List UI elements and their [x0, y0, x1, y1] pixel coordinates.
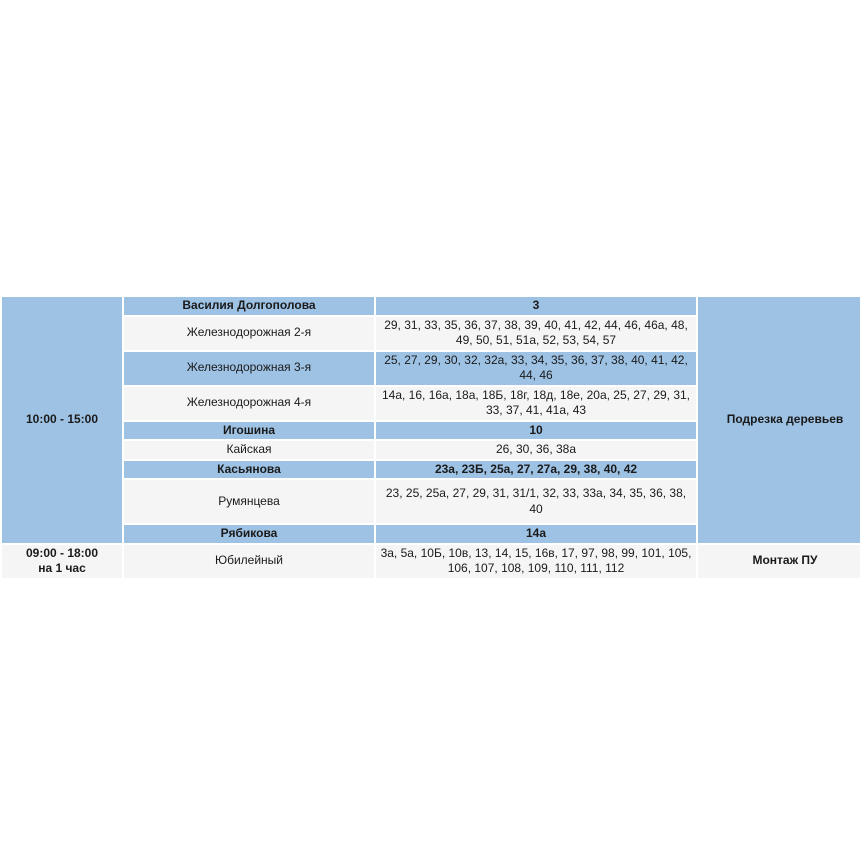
- street-cell: Железнодорожная 3-я: [123, 351, 375, 386]
- work-cell: [697, 296, 860, 544]
- houses-cell: 25, 27, 29, 30, 32, 32а, 33, 34, 35, 36, 37, 38, 40, 41, 42, 44, 46: [375, 351, 697, 386]
- schedule-table: [0, 295, 860, 580]
- houses-cell: 10: [375, 421, 697, 441]
- street-cell: Касьянова: [123, 460, 375, 480]
- time-cell: [1, 544, 123, 579]
- street-cell: Кайская: [123, 440, 375, 460]
- time-note: на 1 час: [38, 561, 86, 575]
- schedule-wrapper: [0, 295, 860, 580]
- houses-cell: 3а, 5а, 10Б, 10в, 13, 14, 15, 16в, 17, 97, 98, 99, 101, 105, 106, 107, 108, 109, 110, 111, 112: [375, 544, 697, 579]
- street-cell: Игошина: [123, 421, 375, 441]
- work-text: Подрезка деревьев: [726, 412, 844, 426]
- houses-cell: 23а, 23Б, 25а, 27, 27а, 29, 38, 40, 42: [375, 460, 697, 480]
- work-cell: [697, 544, 860, 579]
- table-row: [1, 296, 860, 316]
- houses-cell: 14а: [375, 524, 697, 544]
- street-cell: Юбилейный: [123, 544, 375, 579]
- street-cell: Железнодорожная 4-я: [123, 386, 375, 421]
- table-row: [1, 544, 860, 579]
- street-cell: Василия Долгополова: [123, 296, 375, 316]
- houses-cell: 23, 25, 25а, 27, 29, 31, 31/1, 32, 33, 33а, 34, 35, 36, 38, 40: [375, 479, 697, 524]
- street-cell: Румянцева: [123, 479, 375, 524]
- houses-cell: 3: [375, 296, 697, 316]
- houses-cell: 29, 31, 33, 35, 36, 37, 38, 39, 40, 41, 42, 44, 46, 46а, 48, 49, 50, 51, 51а, 52, 53, 54, 57: [375, 316, 697, 351]
- houses-cell: 26, 30, 36, 38а: [375, 440, 697, 460]
- street-cell: Рябикова: [123, 524, 375, 544]
- work-text: Монтаж ПУ: [752, 553, 818, 568]
- time-cell: [1, 296, 123, 544]
- houses-cell: 14а, 16, 16а, 18а, 18Б, 18г, 18д, 18е, 20а, 25, 27, 29, 31, 33, 37, 41, 41а, 43: [375, 386, 697, 421]
- time-text: 09:00 - 18:00: [25, 545, 99, 560]
- time-text: 10:00 - 15:00: [25, 412, 99, 426]
- street-cell: Железнодорожная 2-я: [123, 316, 375, 351]
